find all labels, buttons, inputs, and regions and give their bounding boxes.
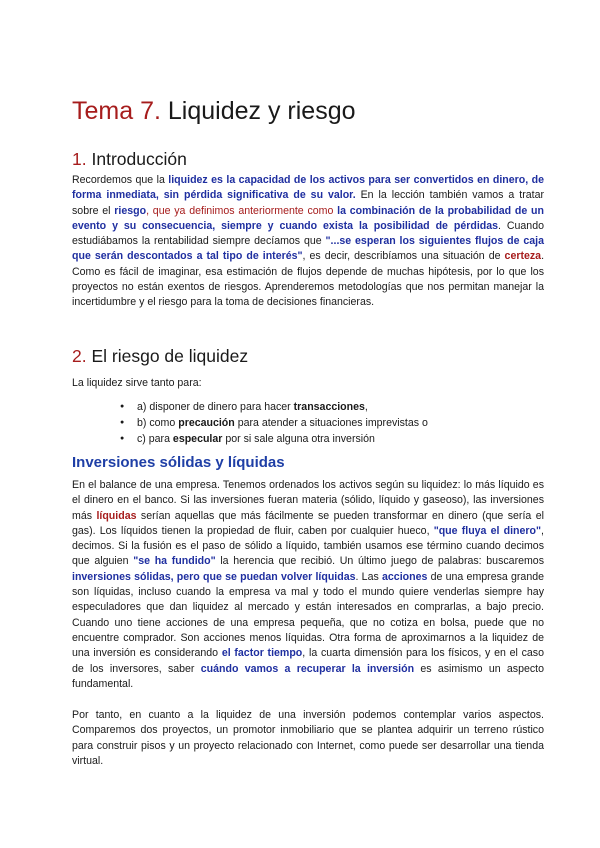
melted-quote: "se ha fundido"	[133, 555, 216, 568]
cash-flow-quote: "...se esperan los siguientes flujos de caja que serán descontados a tal tipo de interés"	[72, 235, 544, 263]
page-title	[72, 96, 356, 126]
text-run: , la cuarta dimensión para los físicos, y en el caso de los inversores, saber	[72, 647, 544, 675]
text-run: En la lección también vamos a tratar sobre el	[72, 189, 544, 217]
solid-investments-term: inversiones sólidas, pero que se puedan volver líquidas	[72, 570, 356, 583]
aspects-paragraph: Por tanto, en cuanto a la liquidez de una inversión podemos contemplar varios aspectos. Comparemos dos proyectos, un promotor inmobiliario que se plantea adquirir un terreno rústico para construir pisos y un proyecto relacionado con Internet, como puede ser desarrollar una tienda virtual.	[72, 709, 544, 767]
risk-term: riesgo	[114, 204, 147, 217]
bold-term: transacciones	[293, 401, 365, 413]
risk-definition: la combinación de la probabilidad de un evento y su consecuencia, siempre y cuando exista la posibilidad de pérdidas	[72, 204, 544, 232]
text-run: por si sale alguna otra inversión	[222, 433, 375, 445]
text-run: serían aquellas que más fácilmente se pueden transformar en dinero (que sería el gas). Los líquidos tienen la propiedad de fluir, caben por cualquier hueco,	[72, 509, 544, 537]
liquidity-intro: La liquidez sirve tanto para:	[72, 377, 202, 389]
subsection-heading: Inversiones sólidas y líquidas	[72, 454, 285, 471]
bold-term: precaución	[178, 417, 235, 429]
text-run: c) para	[137, 433, 173, 445]
text-run: la herencia que recibió. Un último juego de palabras: buscaremos	[215, 555, 544, 568]
liquidity-uses-list	[120, 399, 428, 447]
section-2-number: 2.	[72, 346, 87, 366]
text-run: . Como es fácil de imaginar, esa estimación de flujos depende de muchas hipótesis, por lo que los proyectos no están exentos de riesgos. Aprenderemos metodologías que nos permitan manejar la incertidumbre y el riesgo para la toma de decisiones financieras.	[72, 250, 545, 309]
text-run: es asimismo un aspecto fundamental.	[72, 662, 544, 690]
liquid-term: líquidas	[96, 509, 137, 522]
text-run: . Las	[355, 570, 383, 583]
liquidity-definition: liquidez es la capacidad de los activos para ser convertidos en dinero, de forma inmediata, sin pérdida significativa de su valor.	[72, 174, 544, 202]
text-run: , es decir, describíamos una situación de	[302, 250, 505, 263]
section-1-heading	[72, 148, 187, 170]
title-text: Liquidez y riesgo	[167, 97, 356, 125]
list-item	[120, 415, 428, 431]
text-run: En el balance de una empresa. Tenemos ordenados los activos según su liquidez: lo más líquido es el dinero en el banco. Si las inversiones fueran materia (sólido, líquido y gaseoso), las inversiones más	[72, 479, 544, 522]
certainty-term: certeza	[504, 250, 542, 263]
solid-liquid-paragraph	[72, 478, 544, 692]
list-item	[120, 431, 428, 447]
text-run-red: , que ya definimos anteriormente como	[146, 204, 338, 217]
intro-paragraph	[72, 173, 544, 311]
title-number: Tema 7.	[72, 97, 161, 125]
text-run: , decimos. Si la fusión es el paso de sólido a líquido, también usamos ese término cuando decimos que alguien	[72, 524, 544, 568]
list-item	[120, 399, 428, 415]
money-flow-quote: "que fluya el dinero"	[433, 524, 542, 537]
section-1-number: 1.	[72, 149, 87, 169]
text-run: a) disponer de dinero para hacer	[137, 401, 294, 413]
text-run: . Cuando estudiábamos la rentabilidad siempre decíamos que	[72, 219, 544, 248]
bold-term: especular	[172, 433, 223, 445]
recovery-term: cuándo vamos a recuperar la inversión	[200, 662, 415, 675]
shares-term: acciones	[382, 570, 428, 583]
text-run: para atender a situaciones imprevistas o	[234, 417, 428, 429]
text-run: Recordemos que la	[72, 174, 169, 186]
section-2-title: El riesgo de liquidez	[91, 346, 249, 366]
section-1-title: Introducción	[91, 149, 187, 169]
time-factor-term: el factor tiempo	[221, 647, 303, 660]
text-run: b) como	[137, 417, 179, 429]
text-run: de una empresa grande son líquidas, incluso cuando la empresa va mal y todo el mundo quiere venderlas siempre hay especuladores que dan liquidez al mercado y están interesados en comprarlas, a bajo precio. Cuando uno tiene acciones de una empresa pequeña, que no cotiza en bolsa, puede que no encuentre comprador. Son acciones menos líquidas. Otra forma de aproximarnos a la liquidez de una inversión es considerando	[72, 570, 544, 660]
text-run: ,	[364, 401, 368, 413]
section-2-heading	[72, 345, 248, 367]
